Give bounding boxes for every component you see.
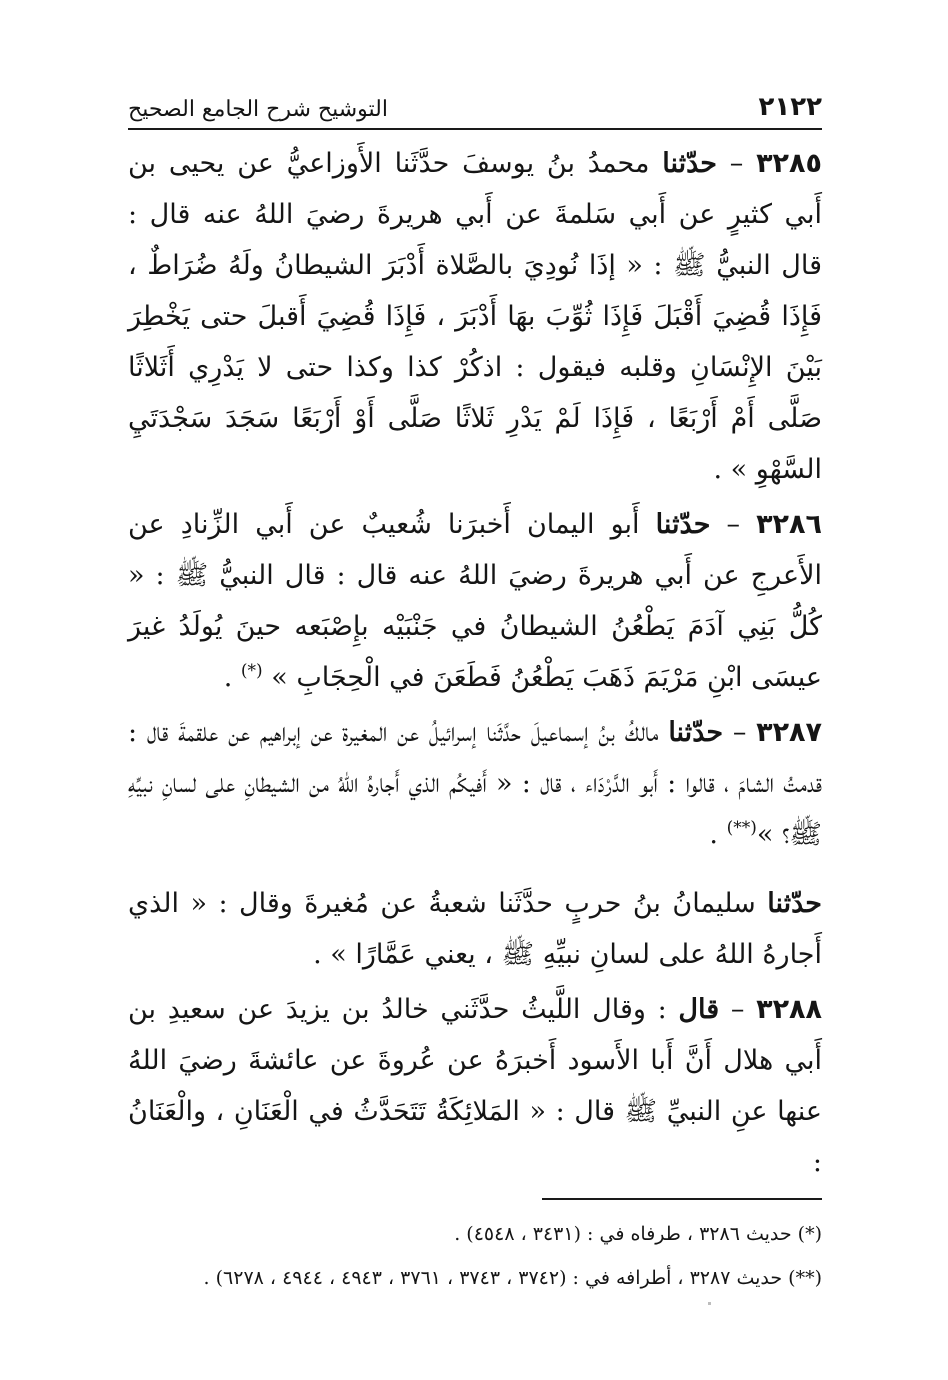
- hadith-dash: –: [719, 994, 757, 1025]
- hadith-3287-second-chain: [128, 878, 822, 980]
- hadith-text: أَبو اليمان أَخبرَنا شُعيبٌ عن أَبي الزِّنادِ عن الأَعرجِ عن أَبي هريرةَ رضيَ اللهُ عنه قال : قال النبيُّ ﷺ : « كُلُّ بَنِي آدَمَ يَطْعُنُ الشيطانُ في جَنْبَيْه بإِصْبَعه حينَ يُولَدُ غيرَ عيسَى ابْنِ مَرْيَمَ ذَهَبَ يَطْعُنُ فَطَعَنَ في الْحِجَابِ »: [128, 509, 822, 693]
- footnote: (*) حديث ٣٢٨٦ ، طرفاه في : (٣٤٣١ ، ٤٥٤٨) .: [454, 1223, 822, 1245]
- page-number: ٢١٢٢: [758, 92, 822, 122]
- hadith-number: ٣٢٨٧: [756, 717, 823, 748]
- narration-keyword: حدّثنا: [767, 888, 822, 919]
- footnotes: [128, 1214, 822, 1298]
- hadith-dash: –: [717, 148, 757, 179]
- hadith-number: ٣٢٨٨: [756, 994, 823, 1025]
- hadith-text: سليمانُ بنُ حربٍ حدَّثَنا شعبةُ عن مُغيرةَ وقال : « الذي أَجارهُ اللهُ على لسانِ نبيِّهِ ﷺ ، يعني عَمَّارًا » .: [128, 888, 822, 970]
- hadith-text: مالكُ بنُ إسماعيلَ حدَّثَنا إسرائيلُ عن المغيرة عن إبراهيم عن علقمةَ قال : قدمتُ الشامَ ، قالوا : أَبو الدَّرْدَاء ، قال : « أَفيكُم الذي أَجارهُ اللهُ من الشيطانِ على لسانِ نبيِّهِ ﷺ؟ »: [128, 717, 822, 850]
- paragraph-gap: [128, 860, 822, 878]
- footnote-reference: (**): [726, 818, 757, 838]
- scan-speck: [708, 1302, 711, 1305]
- hadith-3285: [128, 138, 822, 495]
- hadith-dash: –: [723, 717, 757, 748]
- narration-keyword: حدّثنا: [668, 717, 724, 748]
- hadith-end: .: [709, 819, 727, 850]
- narration-keyword: حدّثنا: [662, 148, 717, 179]
- footnote-separator: [542, 1198, 822, 1200]
- running-header: [128, 78, 822, 130]
- hadith-text: محمدُ بنُ يوسفَ حدَّثَنا الأَوزاعيُّ عن يحيى بن أَبي كثيرٍ عن أَبي سَلمةَ عن أَبي هريرةَ رضيَ اللهُ عنه قال : قال النبيُّ ﷺ : « إذَا نُودِيَ بالصَّلاة أَدْبَرَ الشيطانُ ولَهُ ضُرَاطٌ ، فَإِذَا قُضِيَ أَقْبَلَ فَإِذَا ثُوِّبَ بهَا أَدْبَرَ ، فَإِذَا قُضِيَ أَقبلَ حتى يَخْطِرَ بَيْنَ الإِنْسَانِ وقلبه فيقول : اذكُرْ كذا وكذا حتى لا يَدْرِي أَثَلاثًا صَلَّى أَمْ أَرْبَعًا ، فَإِذَا لَمْ يَدْرِ ثَلاثًا صَلَّى أَوْ أَرْبَعًا سَجَدَ سَجْدَتَيِ السَّهْوِ » .: [128, 148, 822, 485]
- book-title: التوشيح شرح الجامع الصحيح: [128, 97, 388, 122]
- narration-keyword: قال: [678, 994, 720, 1025]
- book-page: [128, 78, 822, 1298]
- main-text: [128, 138, 822, 1188]
- hadith-3288: [128, 984, 822, 1188]
- hadith-dash: –: [710, 509, 757, 540]
- hadith-number: ٣٢٨٦: [756, 509, 822, 540]
- hadith-number: ٣٢٨٥: [756, 148, 822, 179]
- hadith-3286: [128, 499, 822, 703]
- footnote-reference: (*): [240, 661, 263, 681]
- footnote: (**) حديث ٣٢٨٧ ، أطرافه في : (٣٧٤٢ ، ٣٧٤٣ ، ٣٧٦١ ، ٤٩٤٣ ، ٤٩٤٤ ، ٦٢٧٨) .: [203, 1267, 822, 1289]
- narration-keyword: حدّثنا: [655, 509, 711, 540]
- hadith-text: : وقال اللَّيثُ حدَّثَني خالدُ بن يزيدَ عن سعيدِ بن أَبي هلال أَنَّ أَبا الأَسود أَخبرَهُ عن عُروةَ عن عائشةَ رضيَ اللهُ عنها عنِ النبيِّ ﷺ قال : « المَلائِكَةُ تَتَحَدَّثُ في الْعَنَانِ ، والْعَنَانُ :: [128, 994, 822, 1178]
- hadith-end: .: [223, 662, 241, 693]
- hadith-3287: [128, 707, 822, 860]
